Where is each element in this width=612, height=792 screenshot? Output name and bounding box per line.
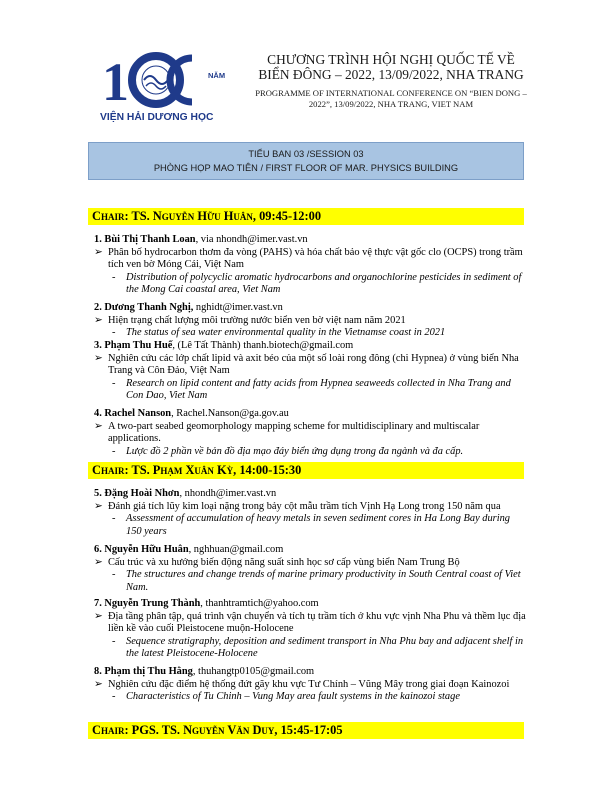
talk-title-en: Distribution of polycyclic aromatic hydrocarbons and organochlorine pesticides in sediment of the Mong Cai coastal area, Viet Nam: [126, 271, 522, 296]
chair-label: Chair: TS. Nguyễn Hữu Huân, 09:45-12:00: [92, 209, 322, 223]
talk-entry: 5. Đặng Hoài Nhơn, nhondh@imer.vast.vn ➢ Đánh giá tích lũy kim loại nặng trong bảy cột mẫu trầm tích Vịnh Hạ Long trong 150 năm qua - Assessment of accumulation of heavy metals in seven sediment cores in Ha Long Bay during 150 years: [94, 488, 511, 537]
talk-title: Đánh giá tích lũy kim loại nặng trong bảy cột mẫu trầm tích Vịnh Hạ Long trong 150 năm qua: [108, 500, 501, 512]
chair-banner: [88, 722, 524, 739]
speaker-contact: , (Lê Tất Thành) thanh.biotech@gmail.com: [172, 340, 354, 351]
talk-number: 6.: [94, 544, 102, 555]
speaker-name: Dương Thanh Nghị,: [104, 302, 194, 313]
talk-title-en: The structures and change trends of marine primary productivity in South Central coast of Viet Nam.: [126, 569, 521, 593]
talk-number: 1.: [94, 234, 102, 245]
chair-banner: [88, 462, 524, 479]
institute-logo: [96, 44, 240, 126]
chair-label: Chair: TS. Phạm Xuân Kỳ, 14:00-15:30: [92, 463, 302, 477]
speaker-name: Bùi Thị Thanh Loan: [104, 234, 196, 245]
talk-number: 5.: [94, 488, 102, 499]
speaker-name: Phạm Thu Huế: [104, 340, 173, 351]
talk-entry: 7. Nguyễn Trung Thành, thanhtramtich@yahoo.com ➢ Địa tầng phân tập, quá trình vận chuyển và tích tụ trầm tích ở khu vực vịnh Nha Phu và thềm lục địa liền kề vào cuối Pleistocene muộn-Holocene - Sequence stratigraphy, deposition and sediment transport in Nha Phu bay and adjacent shelf in the latest Pleistocene-Holocene: [94, 598, 526, 660]
talk-title-en: Characteristics of Tu Chinh – Vung May area fault systems in the kainozoi stage: [126, 691, 460, 703]
talk-title: Hiện trạng chất lượng môi trường nước biển ven bờ việt nam năm 2021: [108, 314, 406, 326]
speaker-contact: , nghhuan@gmail.com: [188, 544, 284, 555]
talk-title: Nghiên cứu đặc điểm hệ thống đứt gãy khu vực Tư Chính – Vũng Mây trong giai đoạn Kainozoi: [108, 678, 510, 690]
conference-title-en: [240, 88, 542, 110]
arrow-bullet-icon: ➢: [94, 352, 103, 364]
arrow-bullet-icon: ➢: [94, 556, 103, 568]
talk-title-en: Research on lipid content and fatty acids from Hypnea seaweeds collected in Nha Trang and Con Dao, Viet Nam: [126, 377, 511, 402]
speaker-contact: , nhondh@imer.vast.vn: [179, 488, 277, 499]
logo-emblem-icon: [96, 44, 240, 126]
talk-number: 3.: [94, 340, 102, 351]
title-en-line1: PROGRAMME OF INTERNATIONAL CONFERENCE ON “BIEN DONG –: [255, 88, 527, 98]
session-title: TIỂU BAN 03 /SESSION 03: [248, 149, 364, 159]
title-vi-line1: CHƯƠNG TRÌNH HỘI NGHỊ QUỐC TẾ VỀ: [267, 52, 515, 67]
speaker-contact: , thanhtramtich@yahoo.com: [200, 598, 319, 609]
talk-entry: 3. Phạm Thu Huế, (Lê Tất Thành) thanh.biotech@gmail.com ➢ Nghiên cứu các lớp chất lipid và axit béo của một số loài rong đông (chi Hypnea) ở vùng biển Nha Trang và Côn Đảo, Việt Nam - Research on lipid content and fatty acids from Hypnea seaweeds collected in Nha Trang and Con Dao, Viet Nam: [94, 340, 519, 402]
talk-title: Cấu trúc và xu hướng biến động năng suất sinh học sơ cấp vùng biển Nam Trung Bộ: [108, 556, 460, 568]
arrow-bullet-icon: ➢: [94, 610, 103, 622]
talk-title: A two-part seabed geomorphology mapping scheme for multidisciplinary and multiscalar applications.: [108, 420, 480, 445]
chair-label: Chair: PGS. TS. Nguyễn Văn Duy, 15:45-17:05: [92, 723, 343, 737]
talk-entry: 1. Bùi Thị Thanh Loan, via nhondh@imer.vast.vn ➢ Phân bố hydrocarbon thơm đa vòng (PAHS) và hóa chất bảo vệ thực vật gốc clo (OCPS) trong trầm tích ven bờ Móng Cái, Việt Nam - Distribution of polycyclic aromatic hydrocarbons and organochlorine pesticides in sediment of the Mong Cai coastal area, Viet Nam: [94, 234, 523, 296]
logo-year-label: NĂM: [208, 71, 226, 80]
title-en-line2: 2022”, 13/09/2022, NHA TRANG, VIET NAM: [308, 99, 474, 109]
arrow-bullet-icon: ➢: [94, 420, 103, 432]
talk-entry: 6. Nguyễn Hữu Huân, nghhuan@gmail.com ➢ Cấu trúc và xu hướng biến động năng suất sinh học sơ cấp vùng biển Nam Trung Bộ - The structures and change trends of marine primary productivity in South Central coast of Viet Nam.: [94, 544, 521, 593]
talk-title: Phân bố hydrocarbon thơm đa vòng (PAHS) và hóa chất bảo vệ thực vật gốc clo (OCPS) trong trầm tích ven bờ Móng Cái, Việt Nam: [108, 246, 523, 271]
speaker-contact: nghidt@imer.vast.vn: [193, 302, 283, 313]
arrow-bullet-icon: ➢: [94, 314, 103, 326]
speaker-name: Rachel Nanson: [104, 408, 172, 419]
talk-title-en: Assessment of accumulation of heavy metals in seven sediment cores in Ha Long Bay during 150 years: [126, 513, 511, 537]
speaker-name: Đặng Hoài Nhơn: [104, 488, 180, 499]
talk-entry: 4. Rachel Nanson, Rachel.Nanson@ga.gov.au ➢ A two-part seabed geomorphology mapping scheme for multidisciplinary and multiscalar applications. - Lược đồ 2 phần về bản đồ địa mạo đáy biển ứng dụng trong đa ngành và đa cấp.: [94, 408, 480, 457]
logo-institute-name: VIỆN HẢI DƯƠNG HỌC: [100, 112, 214, 123]
talk-title: Nghiên cứu các lớp chất lipid và axit béo của một số loài rong đông (chi Hypnea) ở vùng biển Nha Trang và Côn Đảo, Việt Nam: [108, 352, 519, 377]
speaker-contact: , via nhondh@imer.vast.vn: [195, 234, 308, 245]
talk-title-en: Lược đồ 2 phần về bản đồ địa mạo đáy biển ứng dụng trong đa ngành và đa cấp.: [126, 445, 464, 457]
talk-number: 8.: [94, 666, 102, 677]
talk-number: 4.: [94, 408, 102, 419]
speaker-contact: , thuhangtp0105@gmail.com: [192, 666, 315, 677]
arrow-bullet-icon: ➢: [94, 500, 103, 512]
conference-title-vi: [240, 52, 542, 82]
speaker-contact: , Rachel.Nanson@ga.gov.au: [171, 408, 289, 419]
talk-title-en: Sequence stratigraphy, deposition and sediment transport in Nha Phu bay and adjacent shelf in the latest Pleistocene-Holocene: [126, 635, 524, 660]
talk-title: Địa tầng phân tập, quá trình vận chuyển và tích tụ trầm tích ở khu vực vịnh Nha Phu và thềm lục địa liền kề vào cuối Pleistocene muộn-Holocene: [108, 610, 526, 635]
svg-text:1: 1: [102, 52, 129, 112]
session-box: [88, 142, 524, 180]
title-vi-line2: BIỂN ĐÔNG – 2022, 13/09/2022, NHA TRANG: [258, 67, 524, 82]
talk-number: 2.: [94, 302, 102, 313]
arrow-bullet-icon: ➢: [94, 246, 103, 258]
talk-entry: 2. Dương Thanh Nghị, nghidt@imer.vast.vn ➢ Hiện trạng chất lượng môi trường nước biển ven bờ việt nam năm 2021 - The status of sea water environmental quality in the Vietnamse coast in 2021: [94, 302, 446, 339]
speaker-name: Phạm thị Thu Hằng: [104, 666, 193, 677]
talk-title-en: The status of sea water environmental quality in the Vietnamse coast in 2021: [126, 327, 446, 339]
talk-entry: 8. Phạm thị Thu Hằng, thuhangtp0105@gmail.com ➢ Nghiên cứu đặc điểm hệ thống đứt gãy khu vực Tư Chính – Vũng Mây trong giai đoạn Kainozoi - Characteristics of Tu Chinh – Vung May area fault systems in the kainozoi stage: [94, 666, 510, 703]
speaker-name: Nguyễn Trung Thành: [104, 598, 201, 609]
session-room: PHÒNG HỌP MAO TIÊN / FIRST FLOOR OF MAR. PHYSICS BUILDING: [153, 163, 459, 173]
speaker-name: Nguyễn Hữu Huân: [104, 544, 189, 555]
talk-number: 7.: [94, 598, 102, 609]
chair-banner: [88, 208, 524, 225]
arrow-bullet-icon: ➢: [94, 678, 103, 690]
